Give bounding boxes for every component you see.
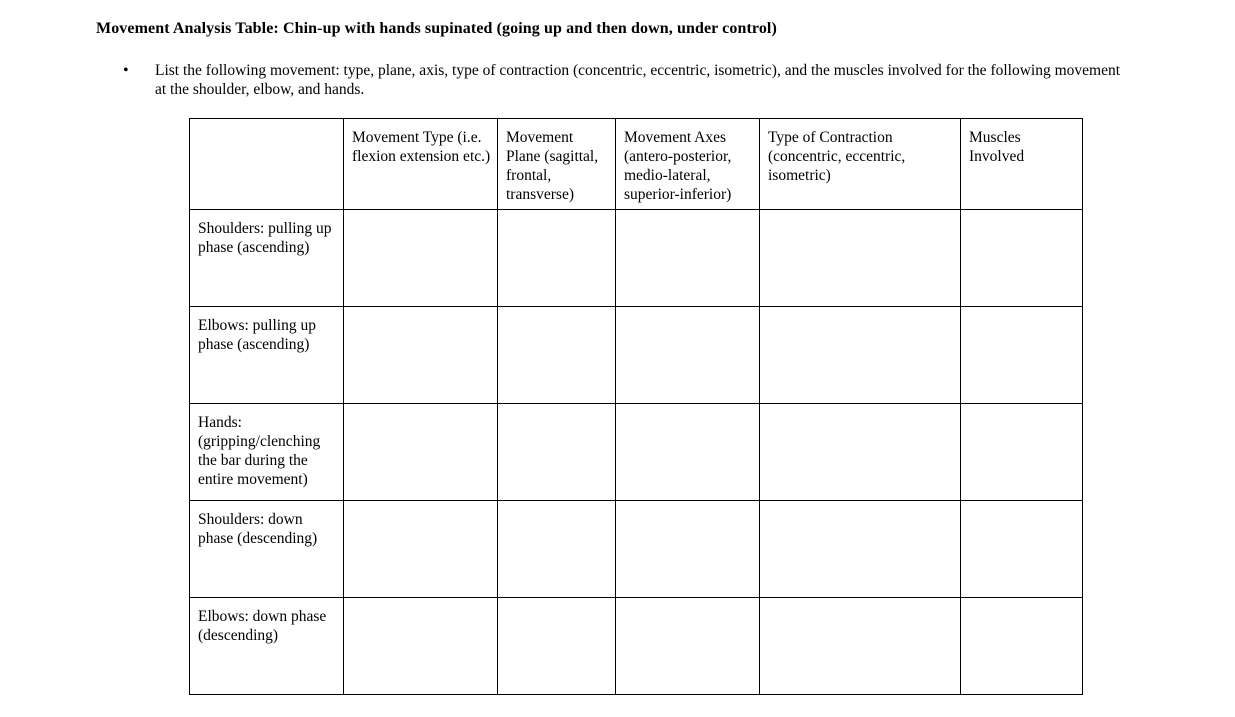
answer-cell-movement-plane[interactable] [498, 404, 616, 501]
answer-cell-muscles[interactable] [961, 404, 1083, 501]
table-row-shoulders-descending [190, 501, 1083, 598]
answer-cell-movement-axes[interactable] [616, 404, 760, 501]
header-movement-plane: Movement Plane (sagittal, frontal, transverse) [498, 119, 616, 210]
header-cell-empty [190, 119, 344, 210]
movement-analysis-table [189, 118, 1083, 695]
row-label: Elbows: down phase (descending) [190, 598, 344, 695]
header-muscles-involved: Muscles Involved [961, 119, 1083, 210]
document-title: Movement Analysis Table: Chin-up with hands supinated (going up and then down, under control) [96, 20, 777, 37]
header-type-of-contraction: Type of Contraction (concentric, eccentric, isometric) [760, 119, 961, 210]
row-label: Elbows: pulling up phase (ascending) [190, 307, 344, 404]
answer-cell-contraction[interactable] [760, 598, 961, 695]
answer-cell-movement-type[interactable] [344, 307, 498, 404]
instruction-text: List the following movement: type, plane, axis, type of contraction (concentric, eccentric, isometric), and the muscles involved for the following movement at the shoulder, elbow, and hands. [155, 62, 1121, 98]
answer-cell-muscles[interactable] [961, 598, 1083, 695]
answer-cell-contraction[interactable] [760, 210, 961, 307]
header-movement-type: Movement Type (i.e. flexion extension etc.) [344, 119, 498, 210]
row-label: Shoulders: down phase (descending) [190, 501, 344, 598]
row-label: Hands: (gripping/clenching the bar during the entire movement) [190, 404, 344, 501]
answer-cell-movement-axes[interactable] [616, 210, 760, 307]
answer-cell-movement-axes[interactable] [616, 307, 760, 404]
answer-cell-movement-type[interactable] [344, 501, 498, 598]
answer-cell-movement-type[interactable] [344, 598, 498, 695]
answer-cell-contraction[interactable] [760, 404, 961, 501]
answer-cell-movement-plane[interactable] [498, 210, 616, 307]
answer-cell-contraction[interactable] [760, 307, 961, 404]
table-row-elbows-descending [190, 598, 1083, 695]
answer-cell-movement-type[interactable] [344, 210, 498, 307]
answer-cell-movement-plane[interactable] [498, 598, 616, 695]
table-row-hands [190, 404, 1083, 501]
answer-cell-muscles[interactable] [961, 210, 1083, 307]
answer-cell-muscles[interactable] [961, 501, 1083, 598]
answer-cell-movement-axes[interactable] [616, 598, 760, 695]
table-header-row [190, 119, 1083, 210]
answer-cell-contraction[interactable] [760, 501, 961, 598]
header-movement-axes: Movement Axes (antero-posterior, medio-lateral, superior-inferior) [616, 119, 760, 210]
table-row-shoulders-ascending [190, 210, 1083, 307]
answer-cell-movement-axes[interactable] [616, 501, 760, 598]
row-label: Shoulders: pulling up phase (ascending) [190, 210, 344, 307]
bullet-point: • [123, 62, 129, 79]
answer-cell-movement-plane[interactable] [498, 307, 616, 404]
answer-cell-muscles[interactable] [961, 307, 1083, 404]
answer-cell-movement-plane[interactable] [498, 501, 616, 598]
answer-cell-movement-type[interactable] [344, 404, 498, 501]
table-row-elbows-ascending [190, 307, 1083, 404]
